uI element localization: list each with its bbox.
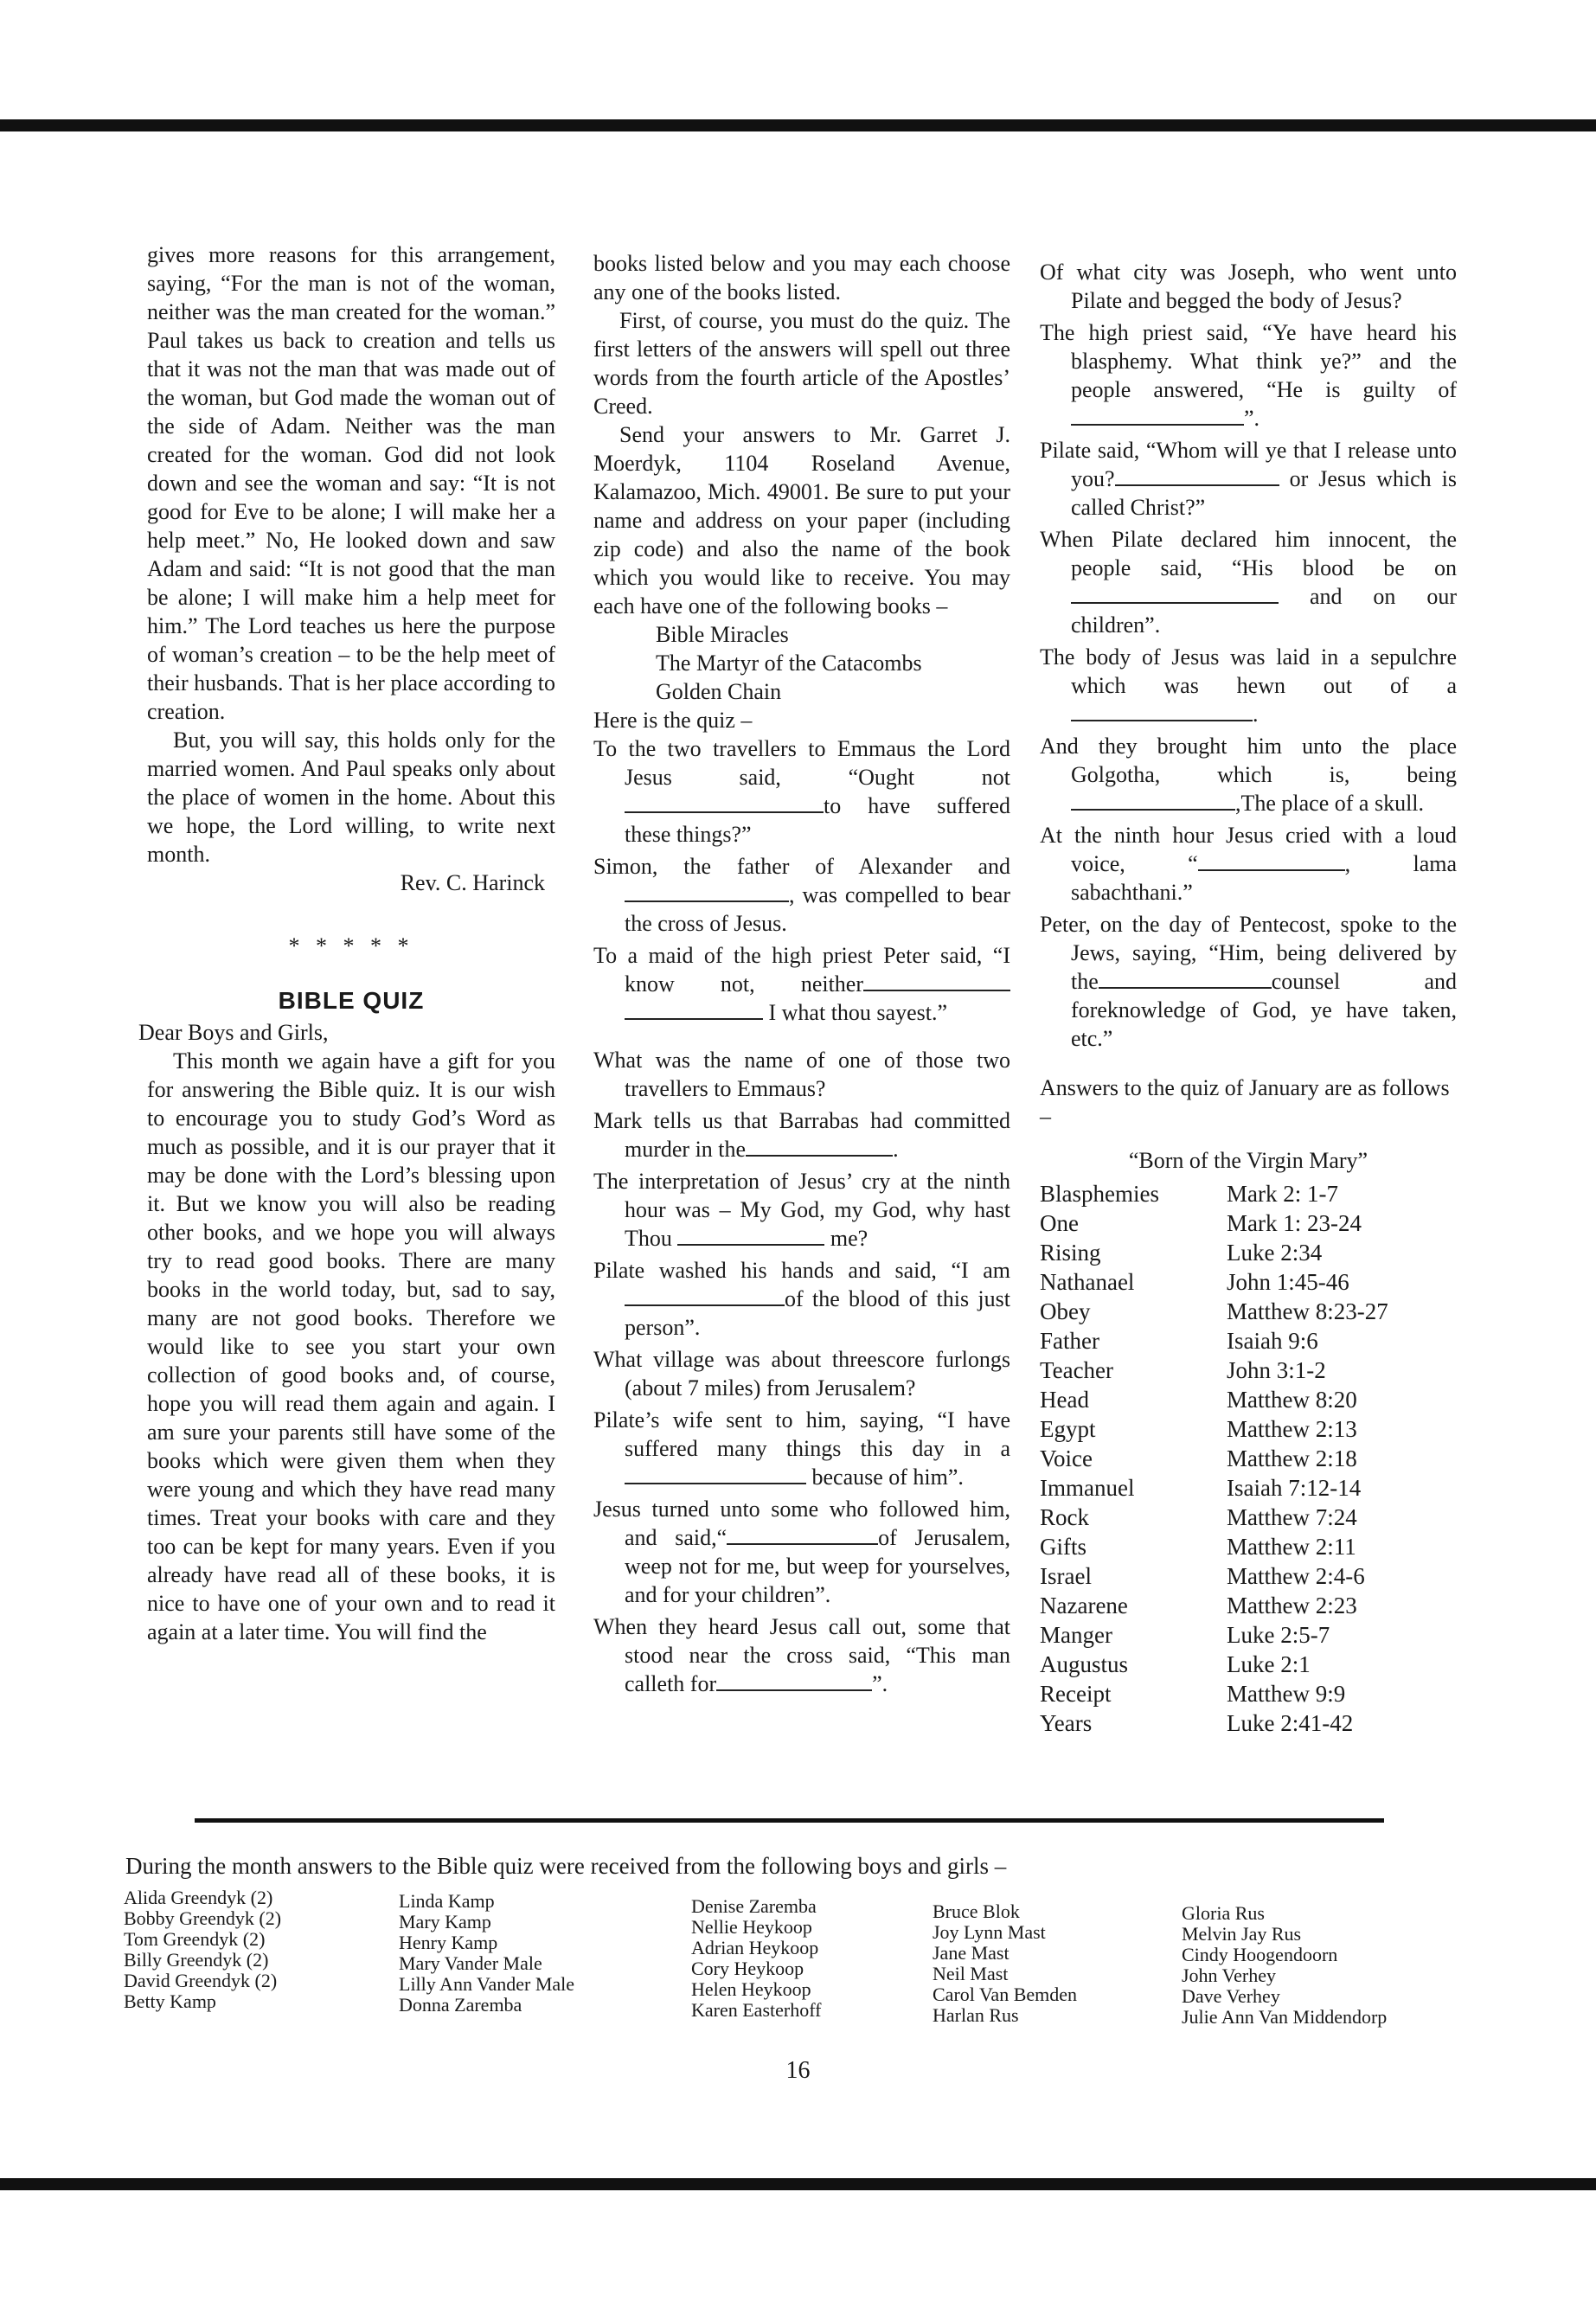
answer-word: Teacher [1040, 1357, 1114, 1383]
answer-reference: Isaiah 7:12-14 [1227, 1475, 1362, 1501]
answer-reference: Luke 2:5-7 [1227, 1622, 1330, 1648]
answer-reference: Isaiah 9:6 [1227, 1328, 1318, 1354]
quiz-question: And they brought him unto the place Golgotha, which is, being ,The place of a skull. [1040, 734, 1457, 816]
left-column [138, 240, 555, 1646]
salutation: Dear Boys and Girls, [138, 1020, 329, 1045]
answer-reference: John 3:1-2 [1227, 1357, 1326, 1383]
respondent-name: Julie Ann Van Middendorp [1182, 2006, 1388, 2028]
respondent-name: Alida Greendyk (2) [124, 1887, 273, 1908]
respondent-name: Donna Zaremba [399, 1994, 522, 2016]
respondent-name: Adrian Heykoop [691, 1937, 819, 1958]
answer-word: Israel [1040, 1563, 1092, 1589]
answer-reference: Matthew 9:9 [1227, 1681, 1346, 1707]
answer-row [1040, 1445, 1388, 1474]
answers-table [1040, 1180, 1388, 1739]
quiz-heading: BIBLE QUIZ [278, 987, 425, 1014]
book-title: The Martyr of the Catacombs [656, 651, 922, 676]
book-list [593, 620, 1010, 706]
quiz-question: Simon, the father of Alexander and , was compelled to bear the cross of Jesus. [593, 854, 1010, 936]
answer-reference: Matthew 7:24 [1227, 1504, 1357, 1530]
respondent-name: Jane Mast [933, 1942, 1010, 1964]
answer-reference: Matthew 2:23 [1227, 1593, 1357, 1618]
middle-column [593, 249, 1010, 1702]
quiz-question: What village was about threescore furlongs (about 7 miles) from Jerusalem? [593, 1347, 1010, 1400]
answer-reference: Matthew 2:18 [1227, 1445, 1357, 1471]
right-column [1040, 258, 1457, 1739]
answers-intro: Answers to the quiz of January are as follows – [1040, 1075, 1450, 1129]
answer-row [1040, 1386, 1388, 1415]
author-signature: Rev. C. Harinck [400, 870, 545, 895]
quiz-question: What was the name of one of those two travellers to Emmaus? [593, 1048, 1010, 1101]
quiz-question: The high priest said, “Ye have heard his blasphemy. What think ye?” and the people answered, “He is guilty of”. [1040, 320, 1457, 431]
answer-word: Blasphemies [1040, 1181, 1159, 1207]
answer-word: Father [1040, 1328, 1099, 1354]
answer-row [1040, 1650, 1388, 1680]
answer-row [1040, 1298, 1388, 1327]
answer-reference: Luke 2:34 [1227, 1240, 1323, 1266]
article-paragraph: But, you will say, this holds only for the married women. And Paul speaks only about the place of women in the home. About this we hope, the Lord willing, to write next month. [147, 727, 555, 867]
respondent-name: Joy Lynn Mast [933, 1921, 1046, 1943]
answer-word: Manger [1040, 1622, 1112, 1648]
answer-row [1040, 1209, 1388, 1239]
quiz-question: The body of Jesus was laid in a sepulchre which was hewn out of a . [1040, 644, 1457, 727]
respondent-name: Henry Kamp [399, 1932, 498, 1953]
names-column [1182, 1903, 1387, 2028]
respondent-name: Lilly Ann Vander Male [399, 1973, 575, 1995]
answer-row [1040, 1474, 1388, 1503]
book-title: Bible Miracles [656, 622, 789, 647]
quiz-question: When they heard Jesus call out, some that stood near the cross said, “This man calleth for ”. [593, 1614, 1010, 1696]
answer-row [1040, 1562, 1388, 1592]
quiz-question: At the ninth hour Jesus cried with a loud voice, “ , lama sabachthani.” [1040, 823, 1457, 905]
answer-word: Head [1040, 1387, 1089, 1413]
answer-row [1040, 1680, 1388, 1709]
page-number: 16 [785, 2057, 811, 2084]
answer-word: Augustus [1040, 1651, 1129, 1677]
respondent-name: Denise Zaremba [691, 1895, 817, 1917]
quiz-intro-paragraph: This month we again have a gift for you for answering the Bible quiz. It is our wish to encourage you to study God’s Word as much as possible, and it is our prayer that it may be done with the Lord’s blessing upon it. But we know you will also be reading other books, and we hope you will always try to read good books. There are many books in the world today, but, sad to say, many are not good books. Therefore we would like to see you start your own collection of good books and, of course, hope you will read them again and again. I am sure your parents still have some of the books which were given them when they were young and which they have read many times. Treat your books with care and they too can be kept for many years. Even if you already have read all of these books, it is nice to have one of your own and to read it again at a later time. You will find the [147, 1048, 555, 1644]
answer-row [1040, 1503, 1388, 1533]
answer-word: Rock [1040, 1504, 1089, 1530]
quiz-lead: Here is the quiz – [593, 708, 753, 733]
answer-reference: Matthew 2:11 [1227, 1534, 1356, 1560]
names-column [691, 1896, 821, 2021]
answer-word: One [1040, 1210, 1079, 1236]
respondent-name: Betty Kamp [124, 1990, 216, 2012]
answer-row [1040, 1268, 1388, 1298]
quiz-question: When Pilate declared him innocent, the people said, “His blood be on and on our children”. [1040, 527, 1458, 638]
answer-reference: Matthew 8:23-27 [1227, 1298, 1388, 1324]
respondent-name: John Verhey [1182, 1965, 1276, 1986]
answer-row [1040, 1415, 1388, 1445]
answer-word: Gifts [1040, 1534, 1086, 1560]
article-paragraph: gives more reasons for this arrangement, saying, “For the man is not of the woman, neither was the man created for the woman.” Paul takes us back to creation and tells us that it was not the man that was made out of the woman, but God made the woman out of the side of Adam. Neither was the man created for the woman. God did not look down and see the woman and say: “It is not good for Eve to be alone; I will make her a help meet.” No, He looked down and saw Adam and said: “It is not good that the man be alone; I will make him a help meet for him.” The Lord teaches us here the purpose of woman’s creation – to be the help meet of their husbands. That is her place according to creation. [147, 242, 555, 724]
respondent-name: Bobby Greendyk (2) [124, 1907, 282, 1929]
answer-reference: Matthew 2:13 [1227, 1416, 1357, 1442]
names-column [933, 1901, 1077, 2026]
quiz-question: To the two travellers to Emmaus the Lord Jesus said, “Ought not to have suffered these things?” [593, 736, 1010, 847]
quiz-question: Pilate washed his hands and said, “I am of the blood of this just person”. [593, 1258, 1010, 1340]
answer-word: Rising [1040, 1240, 1101, 1266]
answer-reference: Mark 1: 23-24 [1227, 1210, 1362, 1236]
respondent-name: Helen Heykoop [691, 1978, 811, 2000]
answer-word: Nathanael [1040, 1269, 1135, 1295]
answer-word: Egypt [1040, 1416, 1096, 1442]
answer-reference: John 1:45-46 [1227, 1269, 1349, 1295]
respondent-name: Mary Kamp [399, 1911, 491, 1932]
quiz-question: The interpretation of Jesus’ cry at the ninth hour was – My God, my God, why hast Thou me? [593, 1169, 1010, 1251]
respondent-name: Mary Vander Male [399, 1952, 542, 1974]
names-column [399, 1891, 574, 2016]
answer-row [1040, 1533, 1388, 1562]
horizontal-rule [195, 1818, 1384, 1823]
quiz-question: Pilate’s wife sent to him, saying, “I have suffered many things this day in a because of him”. [593, 1407, 1010, 1490]
answer-row [1040, 1356, 1388, 1386]
quiz-paragraph: books listed below and you may each choose any one of the books listed. [593, 251, 1010, 304]
quiz-question: Of what city was Joseph, who went unto Pilate and begged the body of Jesus? [1040, 260, 1457, 313]
respondent-name: Linda Kamp [399, 1890, 495, 1912]
quiz-question: Mark tells us that Barrabas had committed murder in the . [593, 1108, 1010, 1162]
respondent-name: Melvin Jay Rus [1182, 1923, 1302, 1945]
respondent-name: David Greendyk (2) [124, 1970, 278, 1991]
answer-row [1040, 1709, 1388, 1739]
top-border-bar [0, 119, 1596, 131]
answer-row [1040, 1621, 1388, 1650]
respondent-name: Billy Greendyk (2) [124, 1949, 269, 1971]
quiz-question: Peter, on the day of Pentecost, spoke to the Jews, saying, “Him, being delivered by the counsel and foreknowledge of God, ye have taken, etc.” [1040, 912, 1457, 1051]
answer-word: Receipt [1040, 1681, 1112, 1707]
book-title: Golden Chain [656, 679, 782, 704]
quiz-question: Pilate said, “Whom will ye that I release unto you? or Jesus which is called Christ?” [1040, 438, 1458, 520]
bottom-border-bar [0, 2178, 1596, 2190]
quiz-paragraph: First, of course, you must do the quiz. The first letters of the answers will spell out three words from the fourth article of the Apostles’ Creed. [593, 308, 1010, 419]
answer-word: Voice [1040, 1445, 1093, 1471]
answer-reference: Luke 2:1 [1227, 1651, 1311, 1677]
respondent-name: Carol Van Bemden [933, 1984, 1078, 2005]
quiz-question: Jesus turned unto some who followed him, and said,“ of Jerusalem, weep not for me, but weep for yourselves, and for your children”. [593, 1497, 1010, 1607]
respondent-name: Cindy Hoogendoorn [1182, 1944, 1338, 1965]
quiz-question: To a maid of the high priest Peter said, “I know not, neither I what thou sayest.” [593, 943, 1010, 1025]
respondent-name: Bruce Blok [933, 1900, 1020, 1922]
respondent-name: Nellie Heykoop [691, 1916, 812, 1938]
answer-word: Immanuel [1040, 1475, 1135, 1501]
answer-word: Nazarene [1040, 1593, 1128, 1618]
answer-word: Years [1040, 1710, 1093, 1736]
respondent-name: Cory Heykoop [691, 1958, 804, 1979]
answers-phrase: “Born of the Virgin Mary” [1128, 1148, 1368, 1173]
answer-reference: Matthew 8:20 [1227, 1387, 1357, 1413]
respondent-name: Dave Verhey [1182, 1985, 1280, 2007]
respondent-name: Tom Greendyk (2) [124, 1928, 266, 1950]
answer-reference: Matthew 2:4-6 [1227, 1563, 1365, 1589]
respondent-name: Neil Mast [933, 1963, 1009, 1984]
answer-reference: Mark 2: 1-7 [1227, 1181, 1338, 1207]
quiz-paragraph: Send your answers to Mr. Garret J. Moerdyk, 1104 Roseland Avenue, Kalamazoo, Mich. 49001. Be sure to put your name and address on your paper (including zip code) and also the name of the book which you would like to receive. You may each have one of the following books – [593, 422, 1010, 619]
names-column [124, 1888, 281, 2012]
answer-row [1040, 1592, 1388, 1621]
answer-word: Obey [1040, 1298, 1091, 1324]
answer-reference: Luke 2:41-42 [1227, 1710, 1354, 1736]
respondent-name: Gloria Rus [1182, 1902, 1265, 1924]
section-divider-stars: * * * * * [288, 933, 414, 958]
answer-row [1040, 1239, 1388, 1268]
respondent-name: Harlan Rus [933, 2004, 1019, 2026]
answer-row [1040, 1327, 1388, 1356]
respondent-name: Karen Easterhoff [691, 1999, 822, 2021]
answer-row [1040, 1180, 1388, 1209]
received-intro: During the month answers to the Bible quiz were received from the following boys and girls – [125, 1853, 1007, 1879]
